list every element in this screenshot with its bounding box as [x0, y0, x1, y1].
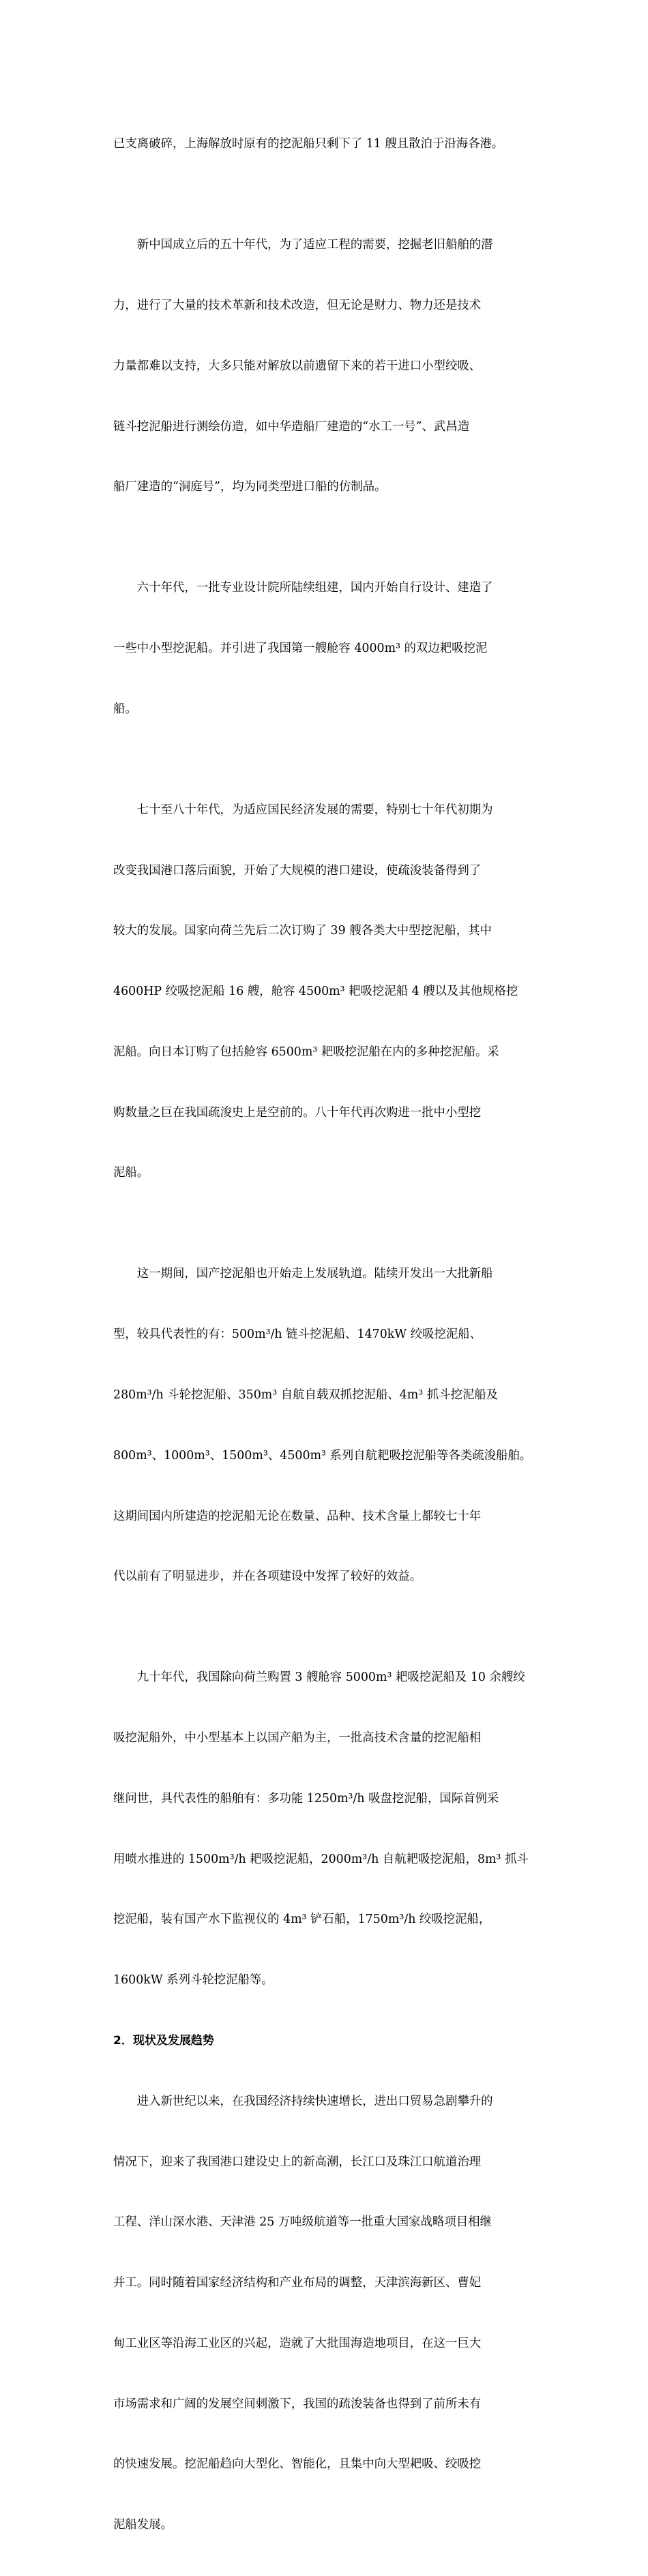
text-line: 泥船。	[113, 1166, 149, 1180]
text-line: 改变我国港口落后面貌，开始了大规模的港口建设，使疏浚装备得到了	[113, 863, 482, 878]
paragraph-nineties	[113, 1628, 539, 2031]
text-line: 力量都难以支持，大多只能对解放以前遗留下来的若干进口小型绞吸、	[113, 359, 482, 373]
text-line: 的快速发展。挖泥船趋向大型化、智能化，且集中向大型耙吸、绞吸挖	[113, 2457, 482, 2472]
text-line: 280m³/h 斗轮挖泥船、350m³ 自航自载双抓挖泥船、4m³ 抓斗挖泥船及	[113, 1388, 499, 1402]
text-line: 挖泥船，装有国产水下监视仪的 4m³ 铲石船，1750m³/h 绞吸挖泥船，	[113, 1913, 491, 1927]
paragraph-fifties	[113, 195, 539, 538]
text-line: 购数量之巨在我国疏浚史上是空前的。八十年代再次购进一批中小型挖	[113, 1105, 482, 1120]
text-line: 1600kW 系列斗轮挖泥船等。	[113, 1973, 274, 1988]
text-line: 泥船。向日本订购了包括舱容 6500m³ 耙吸挖泥船在内的多种挖泥船。采	[113, 1045, 499, 1059]
document-page	[113, 94, 539, 2576]
text-line: 市场需求和广阔的发展空间刺激下，我国的疏浚装备也得到了前所未有	[113, 2397, 482, 2411]
paragraph-new-century	[113, 2052, 539, 2576]
text-line: 这期间国内所建造的挖泥船无论在数量、品种、技术含量上都较七十年	[113, 1509, 482, 1523]
text-line: 吸挖泥船外，中小型基本上以国产船为主，一批高技术含量的挖泥船相	[113, 1731, 482, 1746]
section-heading: 2．现状及发展趋势	[113, 2034, 214, 2048]
text-line: 并工。同时随着国家经济结构和产业布局的调整，天津滨海新区、曹妃	[113, 2276, 482, 2290]
text-line: 型，较具代表性的有：500m³/h 链斗挖泥船、1470kW 绞吸挖泥船、	[113, 1328, 482, 1342]
text-line: 较大的发展。国家向荷兰先后二次订购了 39 艘各类大中型挖泥船，其中	[113, 924, 492, 938]
text-line: 一些中小型挖泥船。并引进了我国第一艘舱容 4000m³ 的双边耙吸挖泥	[113, 642, 488, 656]
text-line: 进入新世纪以来，在我国经济持续快速增长，进出口贸易急剧攀升的	[136, 2094, 493, 2108]
text-line: 这一期间，国产挖泥船也开始走上发展轨道。陆续开发出一大批新船	[136, 1267, 493, 1281]
text-line: 情况下，迎来了我国港口建设史上的新高潮，长江口及珠江口航道治理	[113, 2155, 482, 2169]
text-line: 甸工业区等沿海工业区的兴起，造就了大批围海造地项目，在这一巨大	[113, 2336, 482, 2350]
paragraph-sixties	[113, 538, 539, 760]
text-line: 4600HP 绞吸挖泥船 16 艘，舱容 4500m³ 耙吸挖泥船 4 艘以及其他规格挖	[113, 985, 518, 999]
paragraph-domestic-development	[113, 1224, 539, 1628]
text-line: 用喷水推进的 1500m³/h 耙吸挖泥船，2000m³/h 自航耙吸挖泥船，8m³ 抓斗	[113, 1852, 529, 1866]
text-line: 泥船发展。	[113, 2518, 173, 2532]
text-line: 代以前有了明显进步，并在各项建设中发挥了较好的效益。	[113, 1570, 422, 1584]
text-line: 链斗挖泥船进行测绘仿造，如中华造船厂建造的“水工一号”、武昌造	[113, 419, 470, 434]
text-line: 船厂建造的“洞庭号”，均为同类型进口船的仿制品。	[113, 480, 387, 494]
text-line: 六十年代，一批专业设计院所陆续组建，国内开始自行设计、建造了	[136, 581, 493, 595]
text-line: 船。	[113, 702, 137, 716]
paragraph-seventies-eighties	[113, 760, 539, 1225]
text-line: 新中国成立后的五十年代，为了适应工程的需要，挖掘老旧船舶的潜	[136, 238, 493, 252]
paragraph-continuation	[113, 94, 539, 195]
text-line: 已支离破碎，上海解放时原有的挖泥船只剩下了 11 艘且散泊于沿海各港。	[113, 137, 504, 151]
text-line: 工程、洋山深水港、天津港 25 万吨级航道等一批重大国家战略项目相继	[113, 2215, 492, 2230]
text-line: 800m³、1000m³、1500m³、4500m³ 系列自航耙吸挖泥船等各类疏浚船舶。	[113, 1448, 532, 1463]
text-line: 继问世，具代表性的船舶有：多功能 1250m³/h 吸盘挖泥船，国际首例采	[113, 1791, 499, 1806]
text-line: 力，进行了大量的技术革新和技术改造，但无论是财力、物力还是技术	[113, 298, 482, 312]
text-line: 九十年代，我国除向荷兰购置 3 艘舱容 5000m³ 耙吸挖泥船及 10 余艘绞	[136, 1671, 525, 1685]
text-line: 七十至八十年代，为适应国民经济发展的需要，特别七十年代初期为	[136, 803, 493, 817]
